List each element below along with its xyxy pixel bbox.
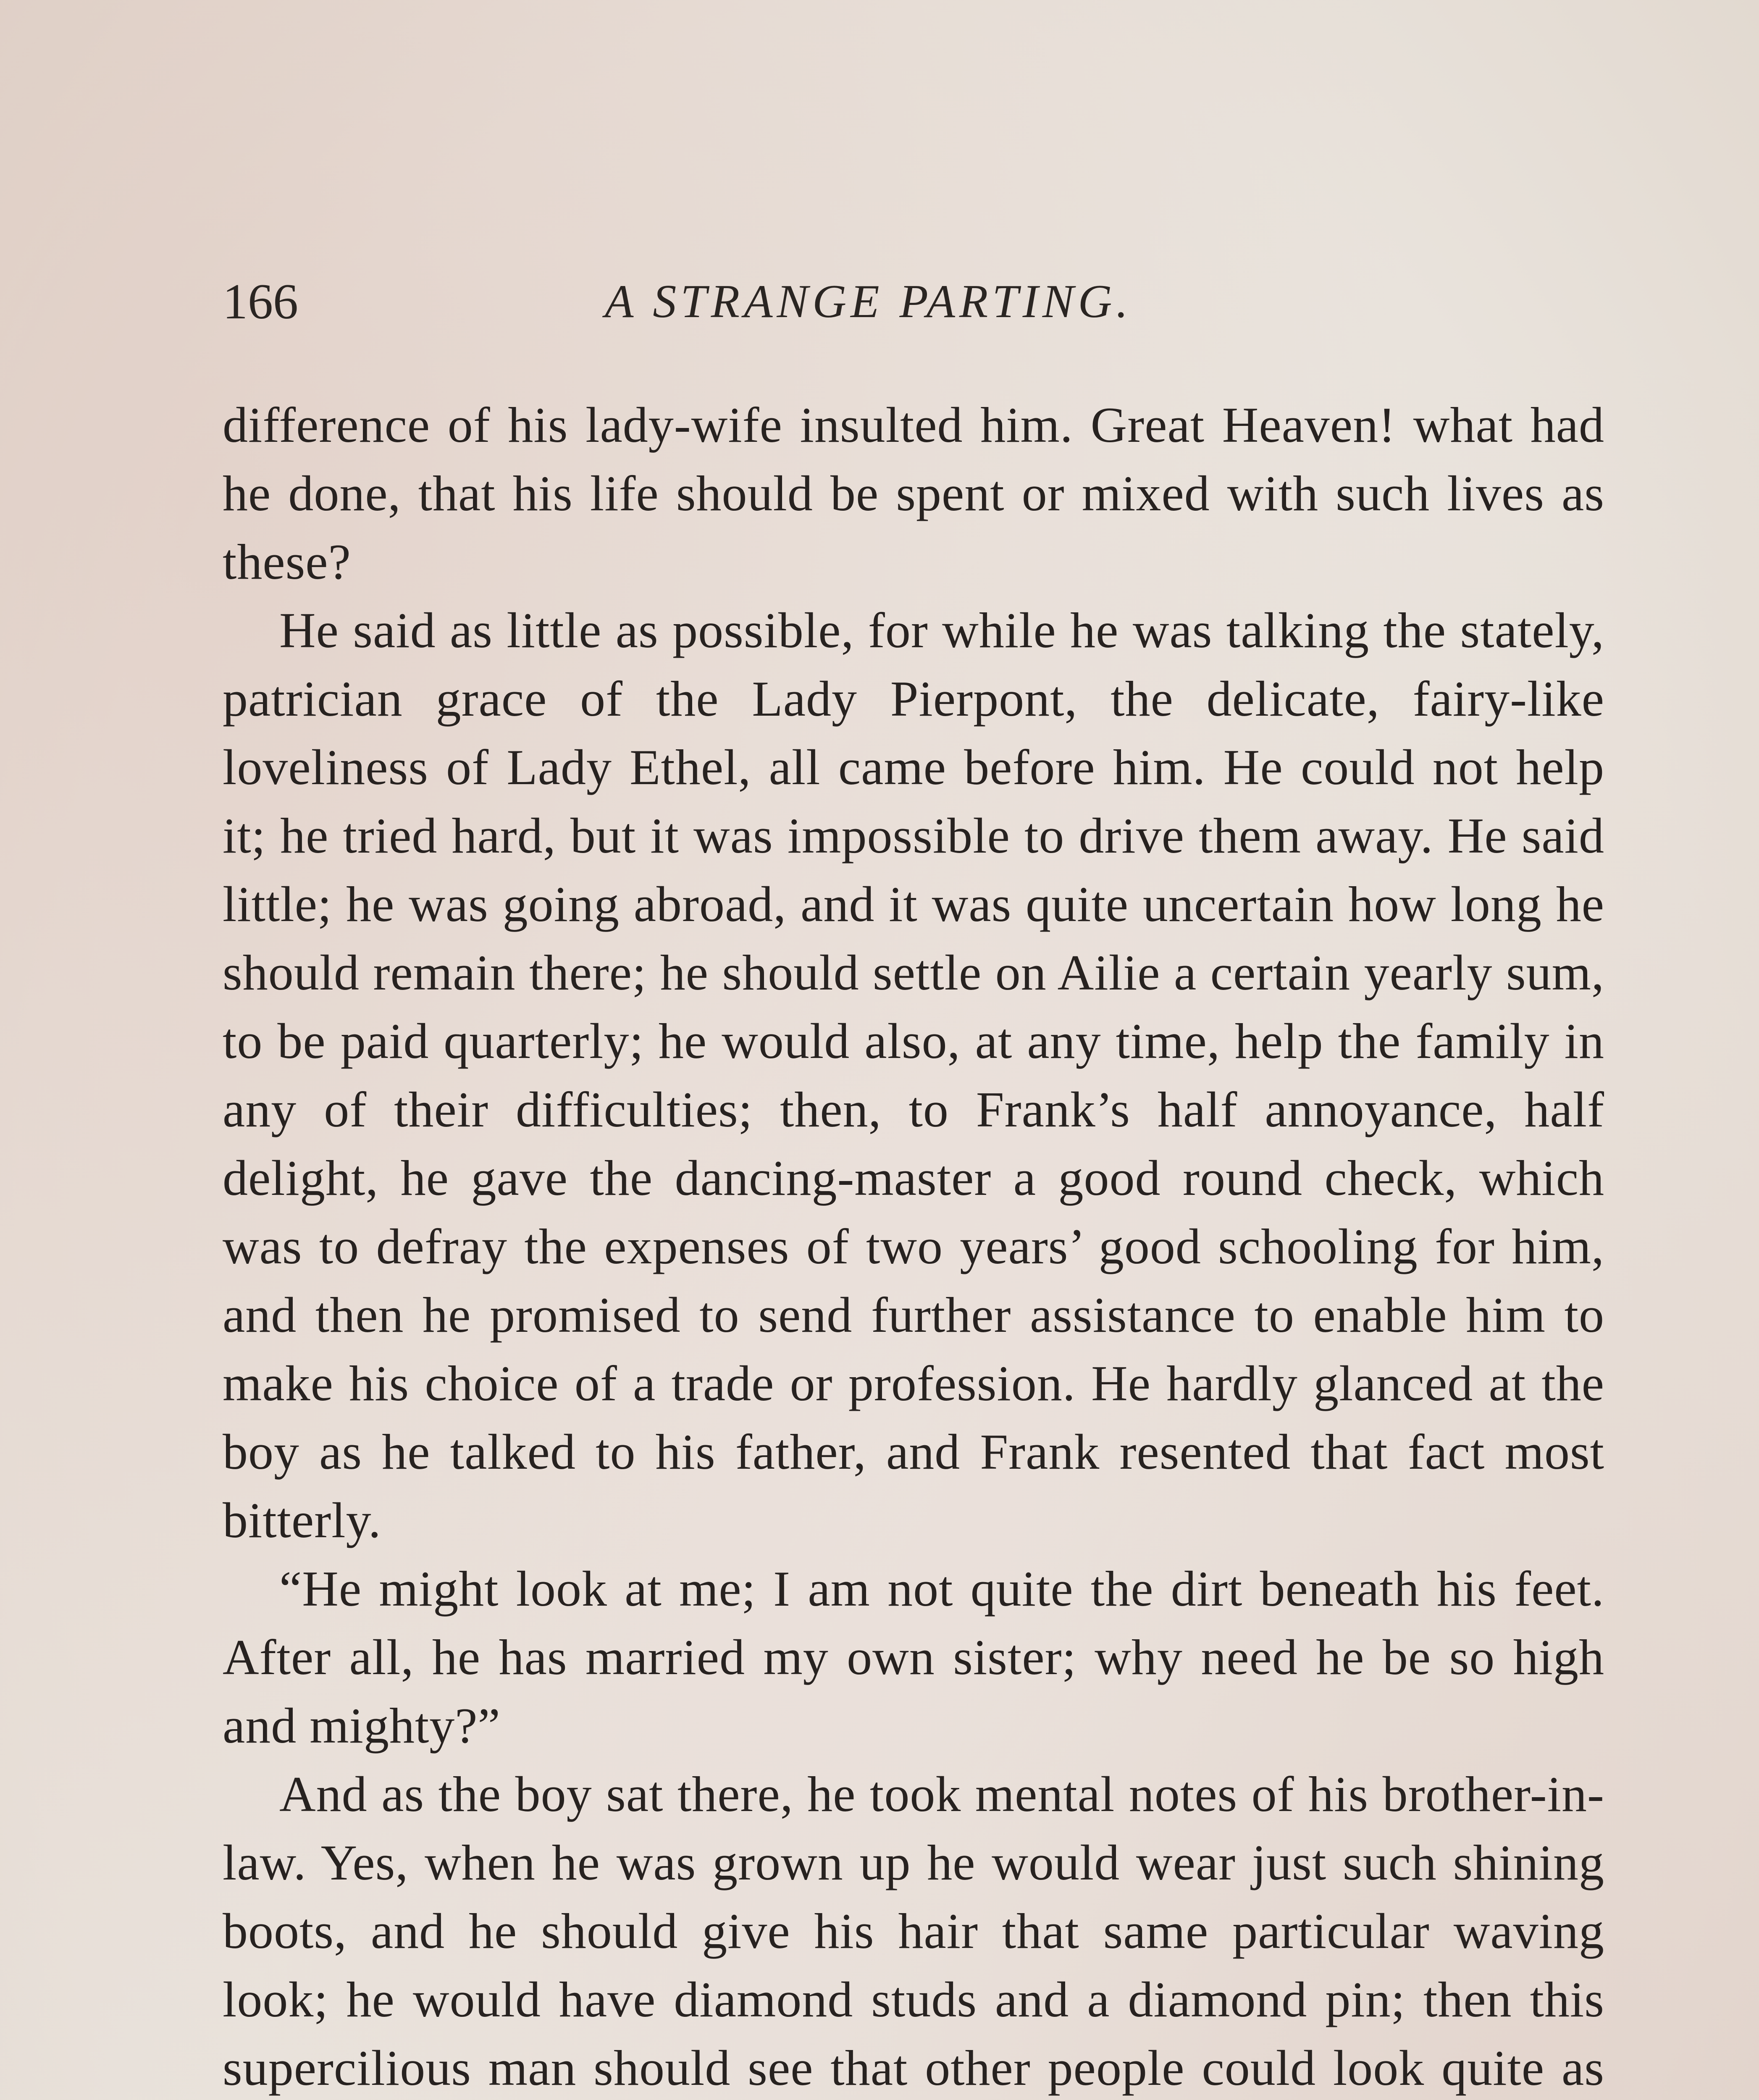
body-text (223, 391, 1604, 2100)
running-title: A STRANGE PARTING. (605, 276, 1132, 328)
paragraph-4: And as the boy sat there, he took mental notes of his brother-in-law. Yes, when he was grown up he would wear just such shining boots, and he should give his hair that same particular waving look; he would have diamond studs and a diamond pin; then this supercilious man should see that other people could look quite as (223, 1766, 1604, 2096)
paragraph-3: “He might look at me; I am not quite the dirt beneath his feet. After all, he has married my own sister; why need he be so high and mighty?” (223, 1561, 1604, 1754)
page-number: 166 (223, 273, 298, 329)
paragraph-2: He said as little as possible, for while he was talking the stately, patrician grace of the Lady Pierpont, the delicate, fairy-like loveliness of Lady Ethel, all came before him. He could not help it; he tried hard, but it was impossible to drive them away. He said little; he was going abroad, and it was quite uncertain how long he should remain there; he should settle on Ailie a certain yearly sum, to be paid quarterly; he would also, at any time, help the family in any of their difficulties; then, to Frank’s half annoyance, half delight, he gave the dancing-master a good round check, which was to defray the expenses of two years’ good schooling for him, and then he promised to send further assistance to enable him to make his choice of a trade or profession. He hardly glanced at the boy as he talked to his father, and Frank resented that fact most bitterly. (223, 602, 1604, 1548)
paragraph-1: difference of his lady-wife insulted him. Great Heaven! what had he done, that his life should be spent or mixed with such lives as these? (223, 397, 1604, 590)
running-head (0, 269, 1759, 332)
